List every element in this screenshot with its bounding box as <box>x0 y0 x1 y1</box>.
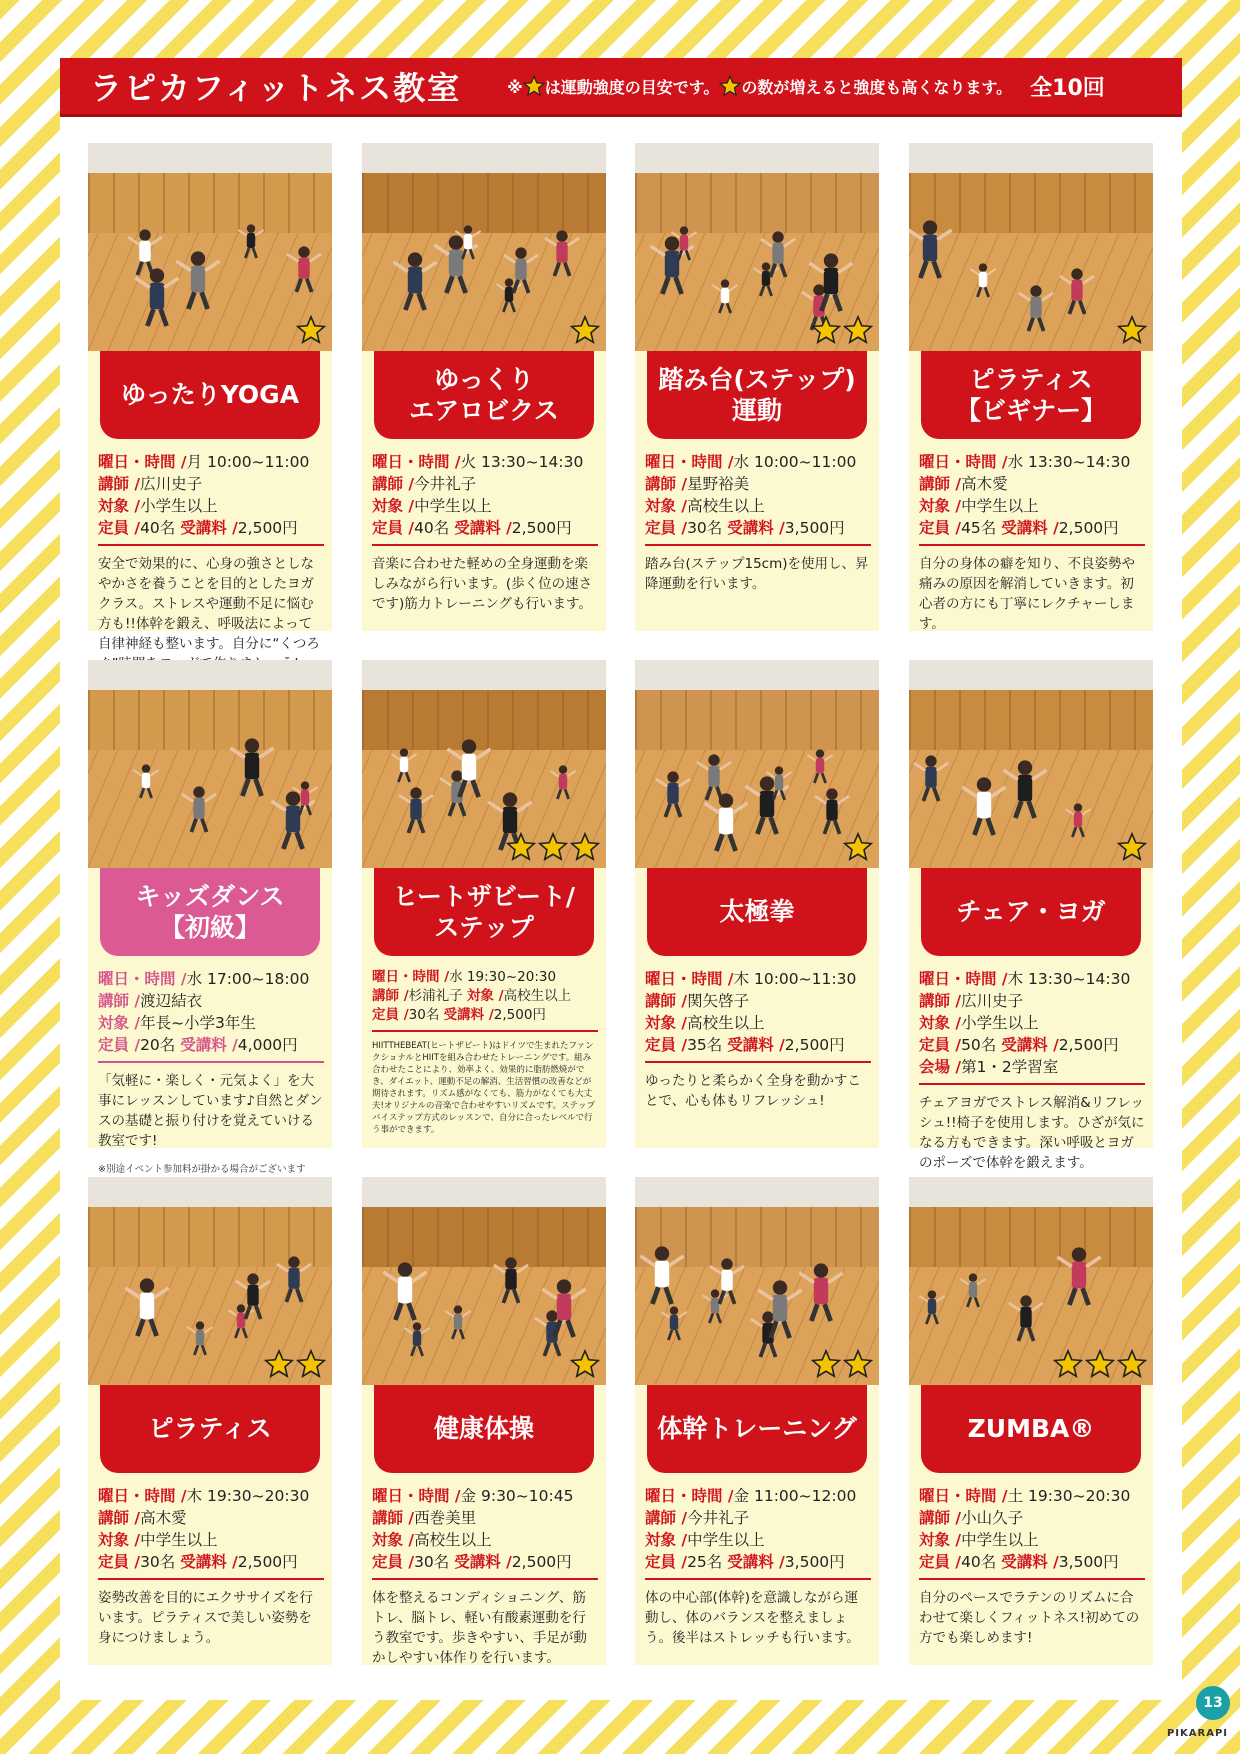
class-info <box>645 1485 871 1648</box>
divider <box>919 544 1145 546</box>
divider <box>645 544 871 546</box>
class-description: 体を整えるコンディショニング、筋トレ、脳トレ、軽い有酸素運動を行う教室です。歩きやすい、手足が動かしやすい体作りを行います。 <box>372 1590 587 1666</box>
intensity-note: ※ は運動強度の目安です。 の数が増えると強度も高くなります。 <box>507 75 1012 98</box>
star-icon <box>1117 1349 1147 1379</box>
target-row: 対象 /中学生以上 <box>98 1531 218 1549</box>
intensity-stars <box>264 1349 326 1379</box>
teacher-row: 講師 /広川史子 <box>919 992 1024 1010</box>
capacity-fee-row: 定員 /40名 受講料 /2,500円 <box>98 519 298 537</box>
target-row: 対象 /小学生以上 <box>919 1014 1039 1032</box>
teacher-row: 講師 /今井礼子 <box>372 475 477 493</box>
brand-name: PIKARAPI <box>1166 1728 1228 1739</box>
capacity-fee-row: 定員 /30名 受講料 /2,500円 <box>98 1553 298 1571</box>
star-icon <box>1117 315 1147 345</box>
divider <box>98 1061 324 1063</box>
teacher-row: 講師 /小山久子 <box>919 1509 1024 1527</box>
class-card <box>909 1177 1153 1665</box>
divider <box>372 1030 598 1032</box>
divider <box>372 544 598 546</box>
class-description: 自分の身体の癖を知り、不良姿勢や痛みの原因を解消していきます。初心者の方にも丁寧にレクチャーします。 <box>919 556 1135 632</box>
teacher-row: 講師 /杉浦礼子 対象 /高校生以上 <box>372 988 572 1004</box>
class-description: 音楽に合わせた軽めの全身運動を楽しみながら行います。(歩く位の速さです)筋力トレーニングも行います。 <box>372 556 593 612</box>
class-name: ゆっくり エアロビクス <box>374 351 594 439</box>
schedule-row: 曜日・時間 /水 10:00~11:00 <box>645 453 857 471</box>
class-name: ゆったりYOGA <box>100 351 320 439</box>
schedule-row: 曜日・時間 /土 19:30~20:30 <box>919 1487 1131 1505</box>
star-icon <box>296 315 326 345</box>
class-info <box>98 968 324 1181</box>
star-icon <box>811 315 841 345</box>
capacity-fee-row: 定員 /20名 受講料 /4,000円 <box>98 1036 298 1054</box>
capacity-fee-row: 定員 /30名 受講料 /3,500円 <box>645 519 845 537</box>
teacher-row: 講師 /高木愛 <box>98 1509 187 1527</box>
class-card <box>635 143 879 631</box>
class-card <box>635 1177 879 1665</box>
class-photo <box>88 660 332 868</box>
page-number: 13 <box>1196 1686 1230 1720</box>
capacity-fee-row: 定員 /35名 受講料 /2,500円 <box>645 1036 845 1054</box>
star-icon <box>296 1349 326 1379</box>
class-card <box>635 660 879 1148</box>
divider <box>645 1578 871 1580</box>
teacher-row: 講師 /高木愛 <box>919 475 1008 493</box>
target-row: 対象 /高校生以上 <box>645 1014 765 1032</box>
class-info <box>98 1485 324 1648</box>
intensity-stars <box>1053 1349 1147 1379</box>
class-info <box>372 451 598 614</box>
star-icon <box>506 832 536 862</box>
teacher-row: 講師 /関矢啓子 <box>645 992 750 1010</box>
schedule-row: 曜日・時間 /木 13:30~14:30 <box>919 970 1131 988</box>
star-icon <box>264 1349 294 1379</box>
star-icon <box>1053 1349 1083 1379</box>
schedule-row: 曜日・時間 /金 9:30~10:45 <box>372 1487 574 1505</box>
target-row: 対象 /年長~小学3年生 <box>98 1014 256 1032</box>
class-card <box>88 660 332 1175</box>
divider <box>919 1578 1145 1580</box>
star-icon <box>843 1349 873 1379</box>
star-icon <box>570 832 600 862</box>
target-row: 対象 /高校生以上 <box>645 497 765 515</box>
capacity-fee-row: 定員 /30名 受講料 /2,500円 <box>372 1007 546 1023</box>
target-row: 対象 /中学生以上 <box>919 497 1039 515</box>
star-icon <box>811 1349 841 1379</box>
intensity-stars <box>296 315 326 345</box>
teacher-row: 講師 /広川史子 <box>98 475 203 493</box>
star-icon <box>538 832 568 862</box>
intensity-stars <box>1117 832 1147 862</box>
schedule-row: 曜日・時間 /木 19:30~20:30 <box>98 1487 310 1505</box>
class-description: 自分のペースでラテンのリズムに合わせて楽しくフィットネス!初めての方でも楽しめます! <box>919 1590 1140 1646</box>
class-card <box>362 660 606 1148</box>
star-icon <box>1117 832 1147 862</box>
star-icon <box>570 1349 600 1379</box>
class-name: 踏み台(ステップ) 運動 <box>647 351 867 439</box>
divider <box>98 1578 324 1580</box>
target-row: 対象 /中学生以上 <box>645 1531 765 1549</box>
class-name: キッズダンス 【初級】 <box>100 868 320 956</box>
class-card <box>88 143 332 652</box>
class-name: チェア・ヨガ <box>921 868 1141 956</box>
intensity-stars <box>1117 315 1147 345</box>
class-info <box>372 1485 598 1668</box>
divider <box>919 1083 1145 1085</box>
intensity-stars <box>570 315 600 345</box>
star-icon <box>719 75 741 97</box>
intensity-stars <box>843 832 873 862</box>
class-description: チェアヨガでストレス解消&リフレッシュ!!椅子を使用します。ひざが気になる方もできます。深い呼吸とヨガのポーズで体幹を鍛えます。 <box>919 1095 1145 1171</box>
teacher-row: 講師 /渡辺結衣 <box>98 992 203 1010</box>
intensity-stars <box>811 315 873 345</box>
schedule-row: 曜日・時間 /木 10:00~11:30 <box>645 970 857 988</box>
class-info <box>919 968 1145 1173</box>
class-description: 姿勢改善を目的にエクササイズを行います。ピラティスで美しい姿勢を身につけましょう。 <box>98 1590 313 1646</box>
class-description: 体の中心部(体幹)を意識しながら運動し、体のバランスを整えましょう。後半はストレッチも行います。 <box>645 1590 860 1646</box>
target-row: 対象 /中学生以上 <box>372 497 492 515</box>
schedule-row: 曜日・時間 /金 11:00~12:00 <box>645 1487 857 1505</box>
class-name: ヒートザビート/ ステップ <box>374 868 594 956</box>
intensity-stars <box>570 1349 600 1379</box>
capacity-fee-row: 定員 /50名 受講料 /2,500円 <box>919 1036 1119 1054</box>
class-info <box>645 968 871 1111</box>
intensity-stars <box>506 832 600 862</box>
schedule-row: 曜日・時間 /水 19:30~20:30 <box>372 969 557 985</box>
class-name: ピラティス 【ビギナー】 <box>921 351 1141 439</box>
star-icon <box>1085 1349 1115 1379</box>
capacity-fee-row: 定員 /40名 受講料 /2,500円 <box>372 519 572 537</box>
star-icon <box>843 315 873 345</box>
target-row: 対象 /中学生以上 <box>919 1531 1039 1549</box>
class-card <box>362 143 606 631</box>
teacher-row: 講師 /西巻美里 <box>372 1509 477 1527</box>
schedule-row: 曜日・時間 /月 10:00~11:00 <box>98 453 310 471</box>
target-row: 対象 /小学生以上 <box>98 497 218 515</box>
capacity-fee-row: 定員 /25名 受講料 /3,500円 <box>645 1553 845 1571</box>
capacity-fee-row: 定員 /30名 受講料 /2,500円 <box>372 1553 572 1571</box>
class-name: 太極拳 <box>647 868 867 956</box>
intensity-stars <box>811 1349 873 1379</box>
page-title: ラピカフィットネス教室 <box>90 69 462 107</box>
class-info <box>645 451 871 594</box>
class-description: 「気軽に・楽しく・元気よく」を大事にレッスンしています♪自然とダンスの基礎と振り付けを覚えていける教室です! <box>98 1073 323 1149</box>
star-icon <box>523 75 545 97</box>
teacher-row: 講師 /今井礼子 <box>645 1509 750 1527</box>
class-description: ゆったりと柔らかく全身を動かすことで、心も体もリフレッシュ! <box>645 1073 861 1109</box>
class-card <box>88 1177 332 1665</box>
page-header <box>60 58 1182 114</box>
class-card <box>362 1177 606 1665</box>
schedule-row: 曜日・時間 /火 13:30~14:30 <box>372 453 584 471</box>
divider <box>645 1061 871 1063</box>
capacity-fee-row: 定員 /45名 受講料 /2,500円 <box>919 519 1119 537</box>
capacity-fee-row: 定員 /40名 受講料 /3,500円 <box>919 1553 1119 1571</box>
target-row: 対象 /高校生以上 <box>372 1531 492 1549</box>
class-info <box>372 968 598 1136</box>
class-info <box>919 1485 1145 1648</box>
class-name: 体幹トレーニング <box>647 1385 867 1473</box>
class-description: 安全で効果的に、心身の強さとしなやかさを養うことを目的としたヨガクラス。ストレスや運動不足に悩む方も!!体幹を鍛え、呼吸法によって自律神経も整います。自分に“くつろ <box>98 556 320 652</box>
class-info <box>919 451 1145 634</box>
class-description: 踏み台(ステップ15cm)を使用し、昇降運動を行います。 <box>645 556 869 592</box>
class-card <box>909 143 1153 631</box>
star-icon <box>570 315 600 345</box>
class-name: 健康体操 <box>374 1385 594 1473</box>
class-info <box>98 451 324 674</box>
class-note: ※別途イベント参加料が掛かる場合がございます <box>98 1164 306 1175</box>
session-count: 全10回 <box>1030 75 1105 101</box>
teacher-row: 講師 /星野裕美 <box>645 475 750 493</box>
divider <box>98 544 324 546</box>
class-card <box>909 660 1153 1171</box>
venue-row: 会場 /第1・2学習室 <box>919 1058 1059 1076</box>
schedule-row: 曜日・時間 /水 17:00~18:00 <box>98 970 310 988</box>
schedule-row: 曜日・時間 /水 13:30~14:30 <box>919 453 1131 471</box>
divider <box>372 1578 598 1580</box>
class-name: ZUMBA® <box>921 1385 1141 1473</box>
class-description: HIITTHEBEAT(ヒートザビート)はドイツで生まれたファンクショナルとHIITを組み合わせたトレーニングです。組み合わせたことにより、効率よく、効果的に脂肪燃焼ができ、ダイエット、運動不足の解消、生活習慣の改善などが期待されます。リズム感がなくても、筋力がなくても大丈夫!オリジナルの音楽で合わせやすいリズムです。ステップバイステップ方式のレッスンで、自分に合ったレベルで行う事ができます。 <box>372 1041 595 1135</box>
class-name: ピラティス <box>100 1385 320 1473</box>
star-icon <box>843 832 873 862</box>
